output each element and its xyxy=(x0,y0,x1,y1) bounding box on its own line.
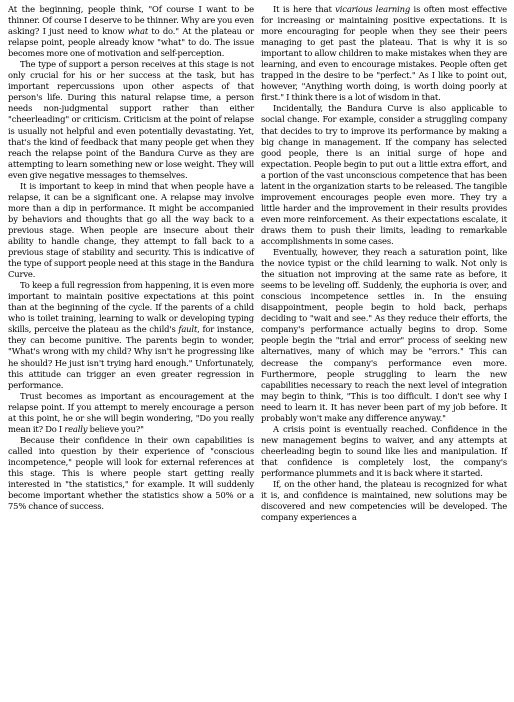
text-run: believe you?" xyxy=(87,423,144,434)
text-run: Trust becomes as important as encouragement at the relapse point. If you attempt to merely encourage a person at this point, he or she will begin wondering, "Do you really mean it? Do I xyxy=(8,390,254,434)
right-column xyxy=(261,4,507,523)
italic-text: really xyxy=(64,423,88,434)
text-run: At the beginning, people think, "Of course I want to be thinner. Of course I deserve to be thinner. Why are you even asking? I just need to know xyxy=(8,4,254,37)
text-run: is often most effective for increasing or maintaining positive expectations. It is more encouraging for people when they see their peers managing to get past the plateau. That is why it is so important to allow children to make mistakes when they are learning, and even to encourage mistakes. People often get trapped in the desire to be "perfect." As I like to point out, however, "Anything worth doing, is worth doing poorly at first." I think there is a lot of wisdom in that. xyxy=(261,4,507,103)
paragraph xyxy=(8,391,254,435)
paragraph xyxy=(261,4,507,103)
paragraph: If, on the other hand, the plateau is recognized for what it is, and confidence is maintained, new solutions may be discovered and new competencies will be developed. The company experiences a xyxy=(261,479,507,523)
paragraph: It is important to keep in mind that when people have a relapse, it can be a significant one. A relapse may involve more than a dip in performance. It might be accompanied by behaviors and thoughts that go all the way back to a previous stage. When people are insecure about their ability to handle change, they attempt to fall back to a previous stage of stability and security. This is indicative of the type of support people need at this stage in the Bandura Curve. xyxy=(8,180,254,280)
italic-text: fault xyxy=(178,324,198,335)
text-run: , for instance, they can become punitive. The parents begin to wonder, "What's wrong with my child? Why isn't he progressing like he should? He just isn't trying hard enough." Unfortunately, this attitude can trigger an even greater regression in performance. xyxy=(8,324,254,390)
text-run: It is here that xyxy=(273,4,336,14)
paragraph xyxy=(8,4,254,59)
paragraph: Because their confidence in their own capabilities is called into question by their experience of "conscious incompetence," people will look for external references at this stage. This is where people start getting really interested in "the statistics," for example. It will suddenly become important whether the statistics show a 50% or a 75% chance of success. xyxy=(8,434,254,512)
italic-text: vicarious learning xyxy=(335,4,411,14)
text-run: to do." At the plateau or relapse point, people already know "what" to do. The issue becomes more one of motivation and self-perception. xyxy=(8,26,254,59)
paragraph: The type of support a person receives at this stage is not only crucial for his or her success at the task, but has important repercussions upon other aspects of that person's life. During this natural relapse time, a person needs non-judgmental support rather than either "cheerleading" or criticism. Criticism at the point of relapse is usually not helpful and even potentially devastating. Yet, that's the kind of feedback that many people get when they reach the relapse point of the Bandura Curve as they are attempting to learn something new or lose weight. They will even give negative messages to themselves. xyxy=(8,59,254,180)
left-column xyxy=(8,4,254,512)
paragraph: A crisis point is eventually reached. Confidence in the new management begins to waiver, and any attempts at cheerleading begin to sound like lies and manipulation. If that confidence is completely lost, the company's performance plummets and it is back where it started. xyxy=(261,423,507,478)
paragraph: Eventually, however, they reach a saturation point, like the novice typist or the child learning to walk. Not only is the situation not improving at the same rate as before, it seems to be leveling off. Suddenly, the euphoria is over, and conscious incompetence settles in. In the ensuing disappointment, people begin to hold back, perhaps deciding to "wait and see." As they reduce their efforts, the company's performance actually begins to drop. Some people begin the "trial and error" process of seeking new alternatives, many of which may be "errors." This can decrease the company's performance even more. Furthermore, people struggling to learn the new capabilities necessary to reach the next level of integration may begin to think, "This is too difficult. I don't see why I need to learn it. It has never been part of my job before. It probably won't make any difference anyway." xyxy=(261,247,507,423)
paragraph: Incidentally, the Bandura Curve is also applicable to social change. For example, consider a struggling company that decides to try to improve its performance by making a big change in management. If the company has selected good people, there is an initial surge of hope and expectation. People begin to put out a little extra effort, and a portion of the vast unconscious competence that has been latent in the organization starts to be released. The tangible improvement encourages people even more. They try a little harder and the improvement in their results provides even more reinforcement. As their expectations escalate, it draws them to push their limits, leading to remarkable accomplishments in some cases. xyxy=(261,103,507,246)
text-run: To keep a full regression from happening, it is even more important to maintain positive expectations at this point than at the beginning of the cycle. If the parents of a child who is toilet training, learning to walk or developing typing skills, perceive the plateau as the child's xyxy=(8,280,254,335)
paragraph xyxy=(8,280,254,390)
italic-text: what xyxy=(127,26,149,37)
